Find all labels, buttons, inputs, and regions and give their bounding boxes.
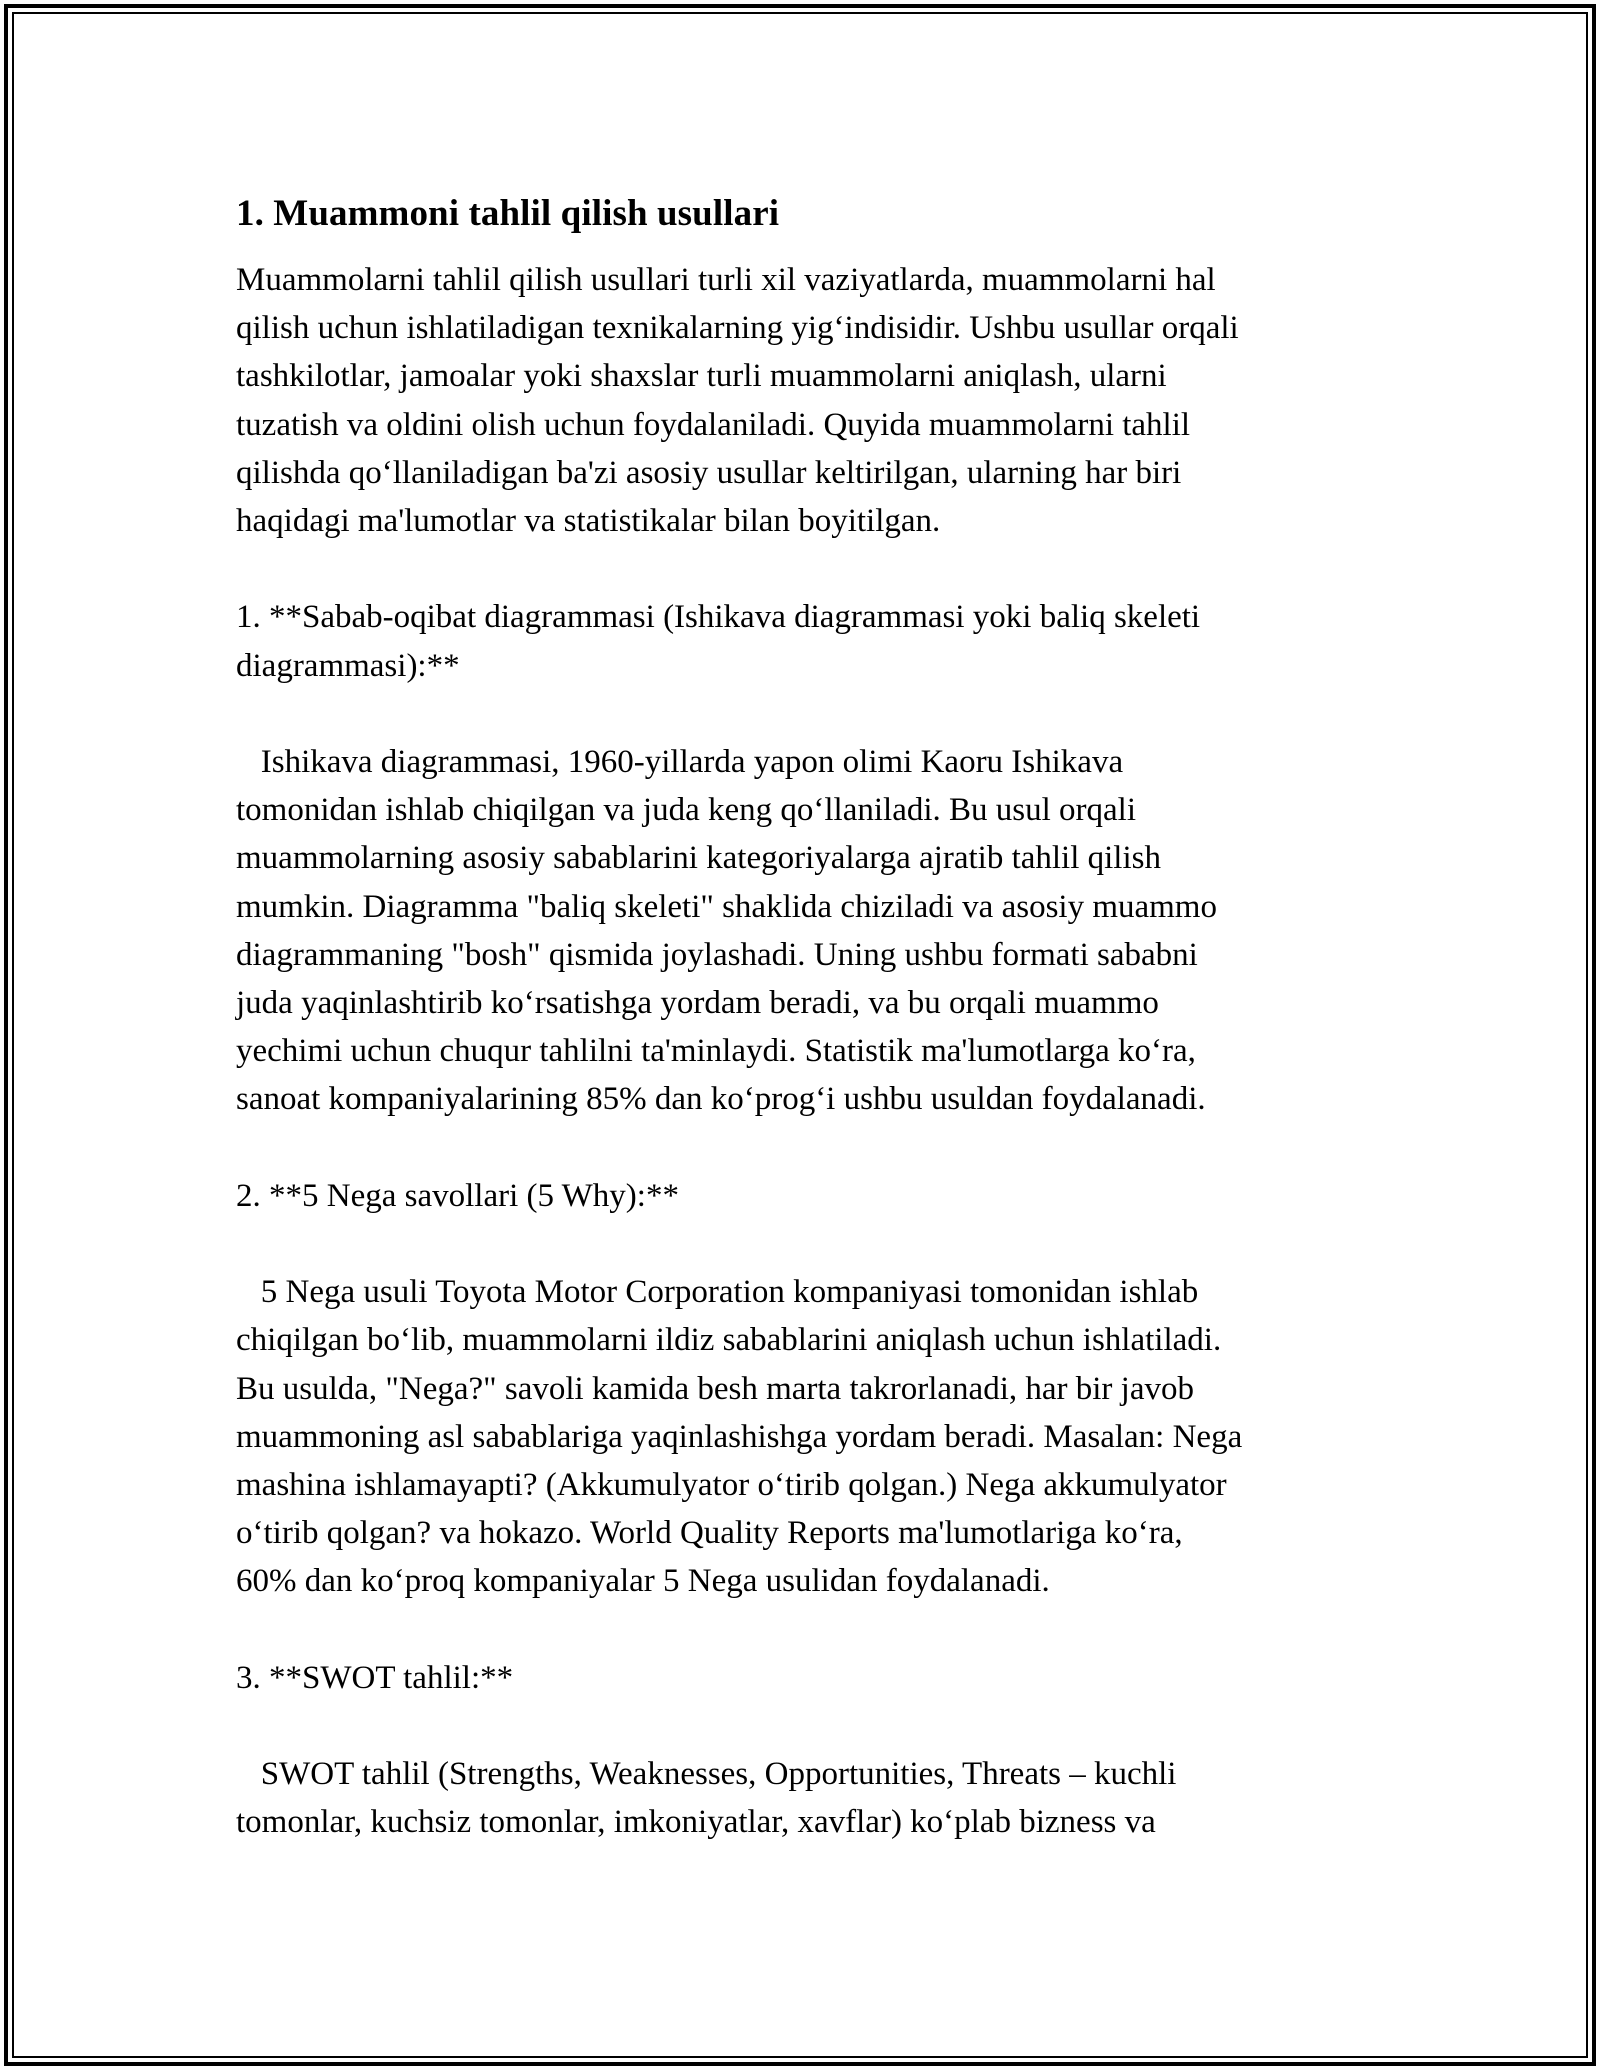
- paragraph-gap: [236, 1606, 1366, 1654]
- paragraph-gap: [236, 1124, 1366, 1172]
- document-body: [236, 188, 1366, 1847]
- section-1-body: Ishikava diagrammasi, 1960-yillarda yapon olimi Kaoru Ishikava tomonidan ishlab chiqilgan va juda keng qo‘llaniladi. Bu usul orqali muammolarning asosiy sabablarini kategoriyalarga ajratib tahlil qilish mumkin. Diagramma "baliq skeleti" shaklida chiziladi va asosiy muammo diagrammaning "bosh" qismida joylashadi. Uning ushbu formati sababni juda yaqinlashtirib ko‘rsatishga yordam beradi, va bu orqali muammo yechimi uchun chuqur tahlilni ta'minlaydi. Statistik ma'lumotlarga ko‘ra, sanoat kompaniyalarining 85% dan ko‘prog‘i ushbu usuldan foydalanadi.: [236, 744, 1217, 1118]
- section-3-body: SWOT tahlil (Strengths, Weaknesses, Opportunities, Threats – kuchli tomonlar, kuchsiz tomonlar, imkoniyatlar, xavflar) ko‘plab bizness va: [236, 1756, 1177, 1841]
- section-1-heading: 1. **Sabab-oqibat diagrammasi (Ishikava diagrammasi yoki baliq skeleti diagrammasi):**: [236, 599, 1201, 684]
- section-2-heading: 2. **5 Nega savollari (5 Why):**: [236, 1177, 679, 1214]
- paragraph-gap: [236, 690, 1366, 738]
- section-3-heading: 3. **SWOT tahlil:**: [236, 1659, 514, 1696]
- paragraph-gap: [236, 1220, 1366, 1268]
- document-title: 1. Muammoni tahlil qilish usullari: [236, 193, 780, 234]
- paragraph-gap: [236, 1702, 1366, 1750]
- section-2-body: 5 Nega usuli Toyota Motor Corporation kompaniyasi tomonidan ishlab chiqilgan bo‘lib, muammolarni ildiz sabablarini aniqlash uchun ishlatiladi. Bu usulda, "Nega?" savoli kamida besh marta takrorlanadi, har bir javob muammoning asl sabablariga yaqinlashishga yordam beradi. Masalan: Nega mashina ishlamayapti? (Akkumulyator o‘tirib qolgan.) Nega akkumulyator o‘tirib qolgan? va hokazo. World Quality Reports ma'lumotlariga ko‘ra, 60% dan ko‘proq kompaniyalar 5 Nega usulidan foydalanadi.: [236, 1274, 1243, 1600]
- paragraph-gap: [236, 545, 1366, 593]
- intro-paragraph: Muammolarni tahlil qilish usullari turli xil vaziyatlarda, muammolarni hal qilish uchun ishlatiladigan texnikalarning yig‘indisidir. Ushbu usullar orqali tashkilotlar, jamoalar yoki shaxslar turli muammolarni aniqlash, ularni tuzatish va oldini olish uchun foydalaniladi. Quyida muammolarni tahlil qilishda qo‘llaniladigan ba'zi asosiy usullar keltirilgan, ularning har biri haqidagi ma'lumotlar va statistikalar bilan boyitilgan.: [236, 262, 1239, 540]
